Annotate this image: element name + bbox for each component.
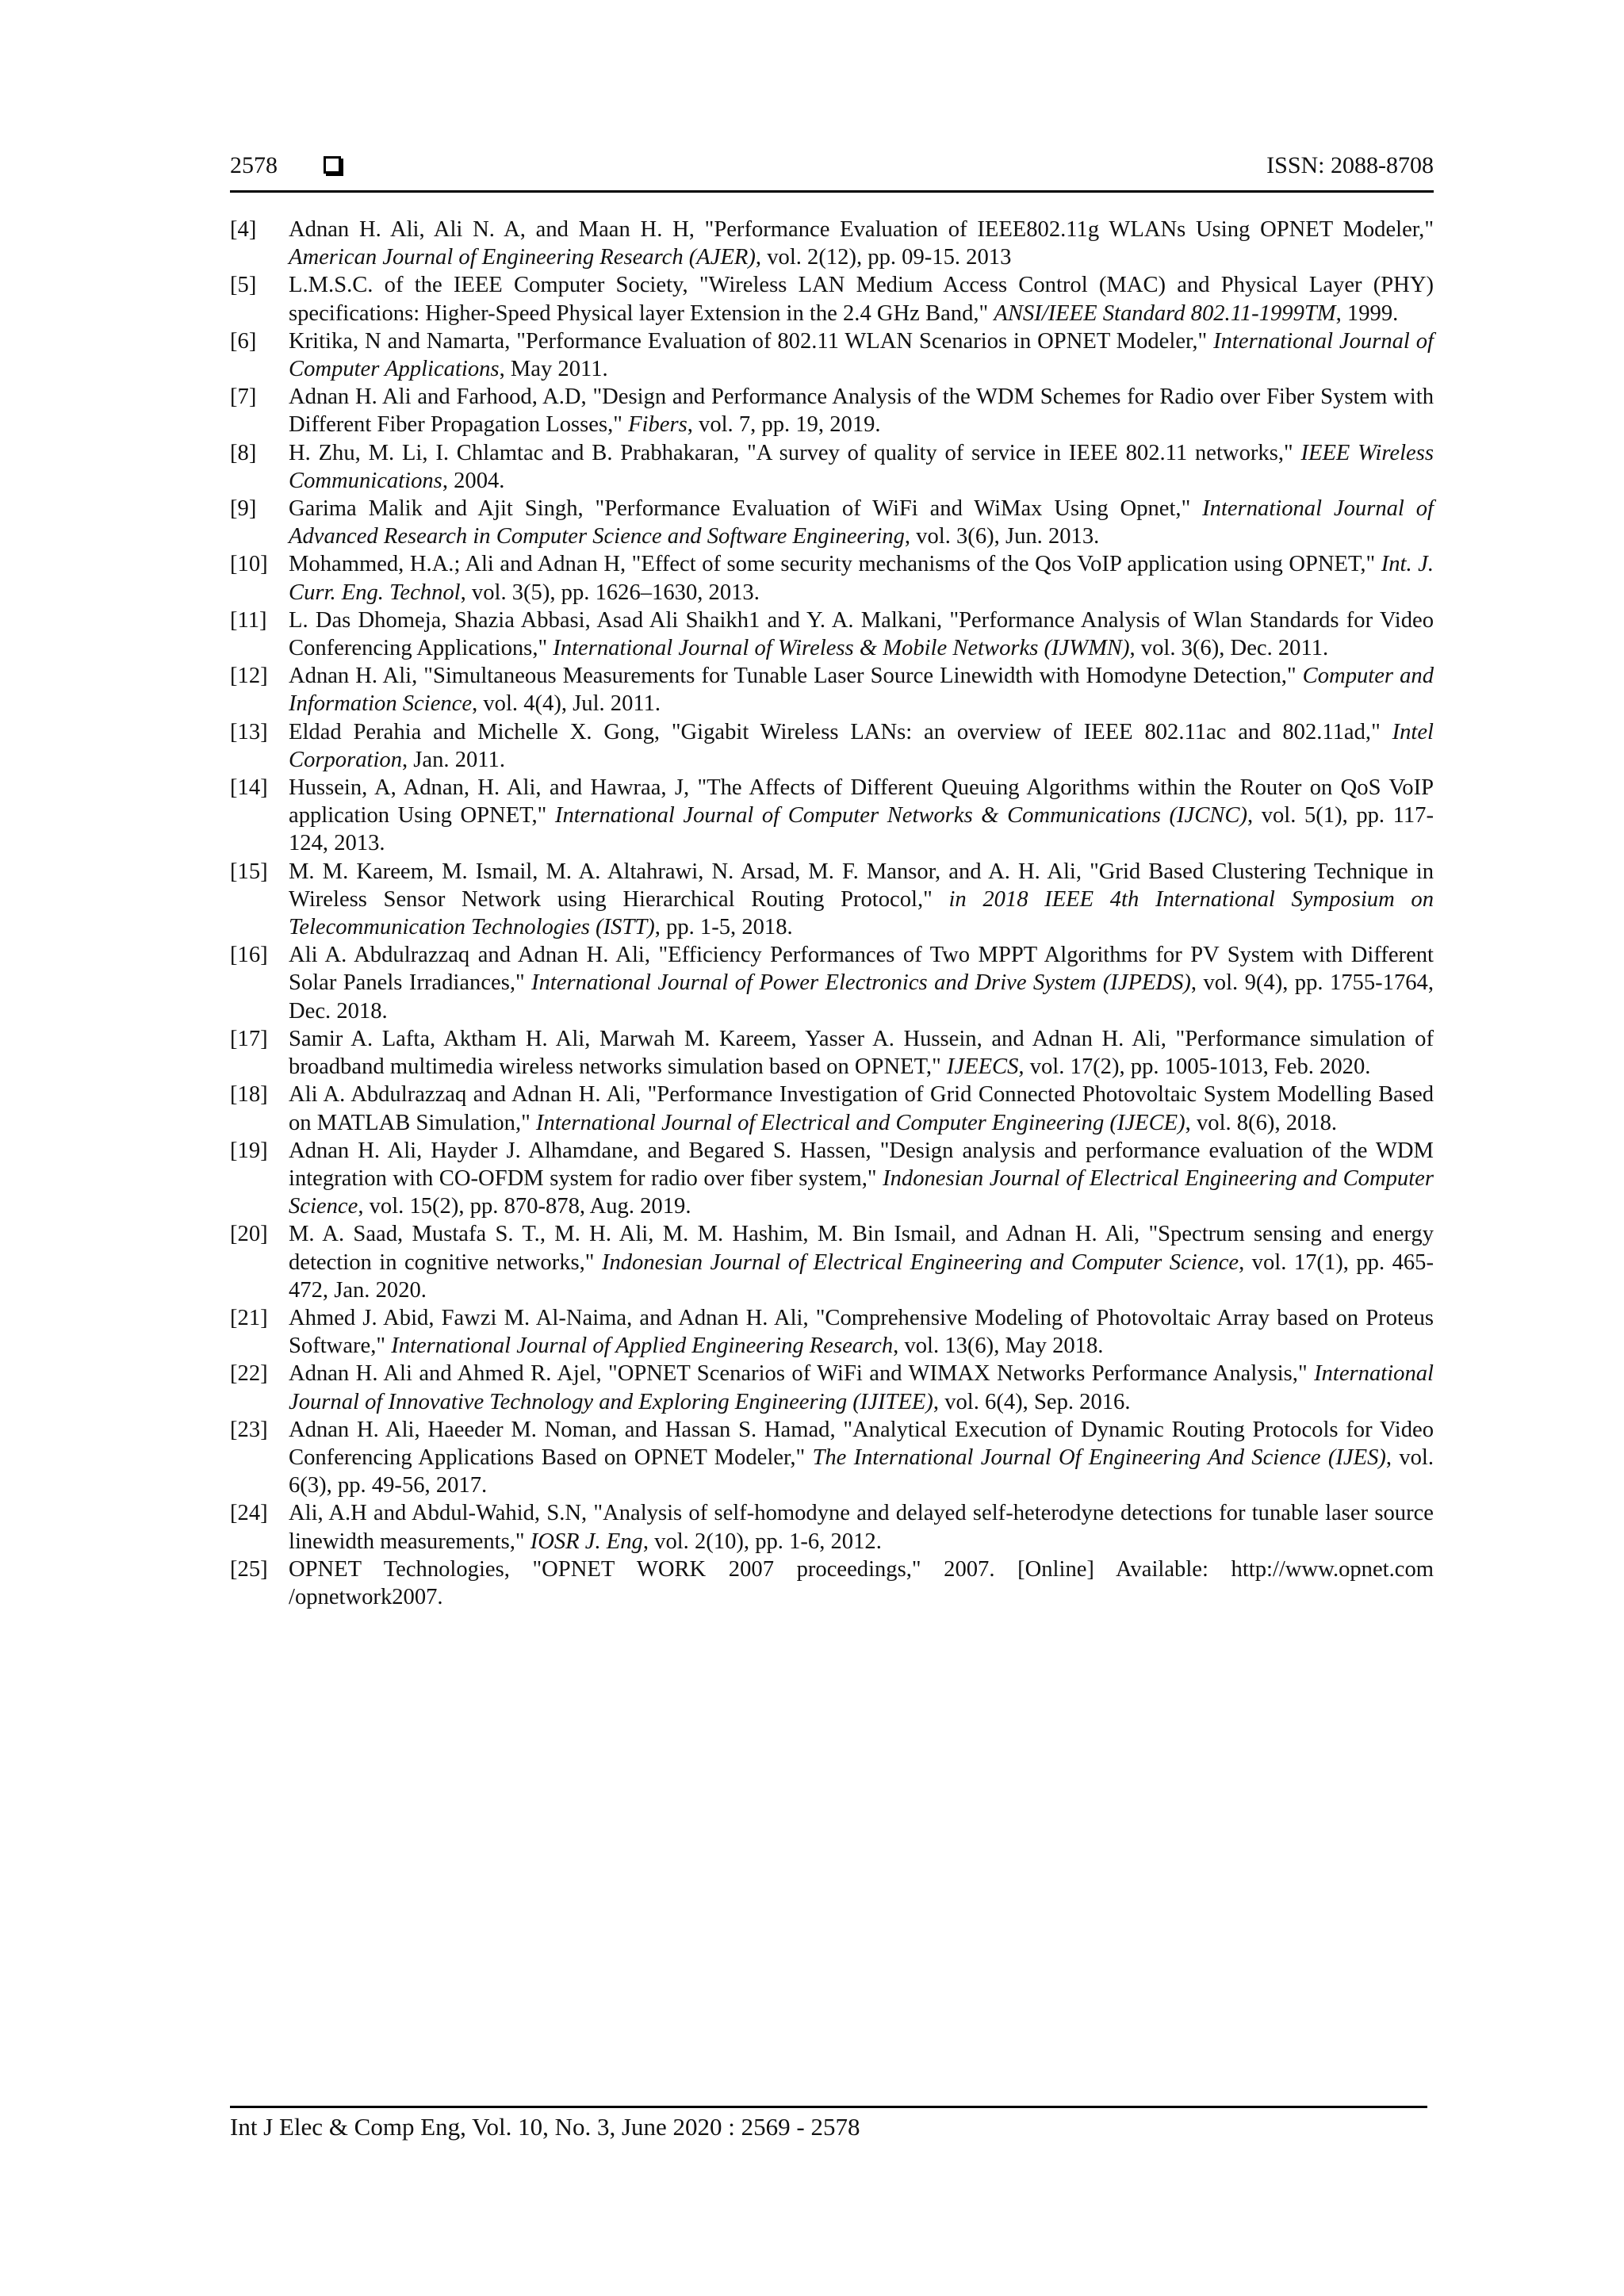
reference-text: Adnan H. Ali and Ahmed R. Ajel, "OPNET Scenarios of WiFi and WIMAX Networks Performance Analysis," [289,1361,1315,1387]
reference-text: , vol. 6(3), pp. 49-56, 2017. [289,1445,1434,1498]
reference-number: [17] [230,1026,268,1051]
reference-text: Adnan H. Ali, "Simultaneous Measurements for Tunable Laser Source Linewidth with Homodyne Detection," [289,664,1303,689]
reference-number: [21] [230,1305,268,1330]
reference-item [230,1025,1434,1081]
reference-number: [7] [230,385,257,410]
reference-source: International Journal of Advanced Research in Computer Science and Software Engineering [289,496,1434,549]
reference-text: , Jan. 2011. [402,747,505,772]
reference-text: , vol. 9(4), pp. 1755-1764, Dec. 2018. [289,970,1434,1024]
reference-text: Adnan H. Ali and Farhood, A.D, "Design and Performance Analysis of the WDM Schemes for Radio over Fiber System with Different Fiber Propagation Losses," [289,385,1434,438]
reference-number: [8] [230,440,257,465]
reference-text: vol. 17(2), pp. 1005-1013, Feb. 2020. [1024,1054,1371,1080]
reference-number: [9] [230,496,257,522]
reference-source: Computer and Information Science [289,664,1434,717]
reference-source: International Journal of Power Electronics and Drive System (IJPEDS) [531,970,1191,996]
reference-item [230,495,1434,550]
reference-item [230,1556,1434,1611]
reference-source: in 2018 IEEE 4th International Symposium on Telecommunication Technologies (ISTT) [289,886,1434,940]
reference-text: , vol. 13(6), May 2018. [893,1334,1104,1359]
reference-source: Int. J. Curr. Eng. Technol [289,552,1434,605]
reference-source: International Journal of Applied Engineering Research [391,1334,894,1359]
reference-text: , vol. 6(4), Sep. 2016. [933,1389,1131,1414]
reference-number: [16] [230,943,268,968]
reference-text: Adnan H. Ali, Ali N. A, and Maan H. H, "Performance Evaluation of IEEE802.11g WLANs Using OPNET Modeler," [289,217,1434,242]
reference-number: [4] [230,217,257,242]
reference-number: [13] [230,719,268,744]
reference-text: Garima Malik and Ajit Singh, "Performance Evaluation of WiFi and WiMax Using Opnet," [289,496,1203,522]
reference-text: Adnan H. Ali, Hayder J. Alhamdane, and Begared S. Hassen, "Design analysis and performance evaluation of the WDM integration with CO-OFDM system for radio over fiber system," [289,1138,1434,1191]
page-footer [230,2106,1427,2141]
page-header [230,152,1434,193]
reference-text: OPNET Technologies, "OPNET WORK 2007 proceedings," 2007. [Online] Available: http://www.opnet.com /opnetwork2007. [289,1556,1434,1609]
reference-source: American Journal of Engineering Research (AJER) [289,245,756,270]
reference-text: Samir A. Lafta, Aktham H. Ali, Marwah M. Kareem, Yasser A. Hussein, and Adnan H. Ali, "Performance simulation of broadband multimedia wireless networks simulation based on OPNET," [289,1026,1434,1080]
reference-text: Mohammed, H.A.; Ali and Adnan H, "Effect of some security mechanisms of the Qos VoIP application using OPNET," [289,552,1381,577]
reference-text: , vol. 3(5), pp. 1626–1630, 2013. [460,580,760,605]
reference-source: Indonesian Journal of Electrical Engineering and Computer Science [601,1249,1239,1275]
reference-number: [15] [230,859,268,884]
reference-text: , vol. 17(1), pp. 465-472, Jan. 2020. [289,1249,1434,1303]
reference-number: [12] [230,664,268,689]
reference-number: [5] [230,273,257,298]
reference-text: , vol. 4(4), Jul. 2011. [472,691,661,717]
reference-number: [10] [230,552,268,577]
reference-text: Ali A. Abdulrazzaq and Adnan H. Ali, "Efficiency Performances of Two MPPT Algorithms for PV System with Different Solar Panels Irradiances," [289,943,1434,996]
reference-source: Intel Corporation [289,719,1434,772]
reference-item [230,774,1434,858]
reference-text: Adnan H. Ali, Haeeder M. Noman, and Hassan S. Hamad, "Analytical Execution of Dynamic Routing Protocols for Video Conferencing Applications Based on OPNET Modeler," [289,1417,1434,1470]
reference-text: , 1999. [1335,300,1399,326]
reference-text: M. A. Saad, Mustafa S. T., M. H. Ali, M. M. Hashim, M. Bin Ismail, and Adnan H. Ali, "Spectrum sensing and energy detection in cognitive networks," [289,1222,1434,1275]
reference-item [230,383,1434,438]
reference-source: International Journal of Computer Applications [289,328,1434,382]
reference-source: International Journal of Innovative Technology and Exploring Engineering (IJITEE) [289,1361,1434,1414]
reference-item [230,1499,1434,1555]
reference-number: [19] [230,1138,268,1163]
reference-text: M. M. Kareem, M. Ismail, M. A. Altahrawi, N. Arsad, M. F. Mansor, and A. H. Ali, "Grid Based Clustering Technique in Wireless Sensor Network using Hierarchical Routing Protocol," [289,859,1434,912]
reference-text: H. Zhu, M. Li, I. Chlamtac and B. Prabhakaran, "A survey of quality of service in IEEE 802.11 networks," [289,440,1301,465]
reference-text: , vol. 15(2), pp. 870-878, Aug. 2019. [358,1194,691,1219]
reference-number: [14] [230,775,268,801]
reference-list [230,216,1434,1611]
page-number: 2578 [230,152,278,178]
reference-text: Eldad Perahia and Michelle X. Gong, "Gigabit Wireless LANs: an overview of IEEE 802.11ac and 802.11ad," [289,719,1392,744]
reference-number: [6] [230,328,257,354]
reference-source: Indonesian Journal of Electrical Engineering and Computer Science [289,1165,1434,1219]
reference-text: Hussein, A, Adnan, H. Ali, and Hawraa, J, "The Affects of Different Queuing Algorithms within the Router on QoS VoIP application Using OPNET," [289,775,1434,828]
reference-number: [18] [230,1082,268,1108]
reference-source: IOSR J. Eng [530,1529,643,1554]
reference-text: , vol. 2(10), pp. 1-6, 2012. [642,1529,882,1554]
reference-text: , vol. 7, pp. 19, 2019. [687,412,881,438]
reference-text: L. Das Dhomeja, Shazia Abbasi, Asad Ali Shaikh1 and Y. A. Malkani, "Performance Analysis of Wlan Standards for Video Conferencing Applications," [289,607,1434,661]
square-bullet-icon [324,156,341,174]
reference-number: [20] [230,1222,268,1247]
reference-item [230,271,1434,327]
reference-item [230,1360,1434,1415]
reference-item [230,607,1434,662]
reference-number: [24] [230,1501,268,1526]
reference-text: , vol. 3(6), Jun. 2013. [904,524,1100,549]
reference-item [230,1416,1434,1500]
reference-source: International Journal of Wireless & Mobile Networks (IJWMN) [553,636,1130,661]
reference-text: L.M.S.C. of the IEEE Computer Society, "Wireless LAN Medium Access Control (MAC) and Physical Layer (PHY) specifications: Higher-Speed Physical layer Extension in the 2.4 GHz Band," [289,273,1434,326]
reference-number: [11] [230,607,267,633]
reference-source: The International Journal Of Engineering And Science (IJES) [812,1445,1386,1470]
reference-source: IJEECS, [946,1054,1025,1080]
reference-text: , pp. 1-5, 2018. [654,915,793,940]
reference-item [230,1137,1434,1221]
reference-text: Ahmed J. Abid, Fawzi M. Al-Naima, and Adnan H. Ali, "Comprehensive Modeling of Photovoltaic Array based on Proteus Software," [289,1305,1434,1359]
reference-number: [25] [230,1556,268,1582]
reference-item [230,718,1434,774]
reference-text: , vol. 3(6), Dec. 2011. [1129,636,1329,661]
reference-text: Ali, A.H and Abdul-Wahid, S.N, "Analysis of self-homodyne and delayed self-heterodyne detections for tunable laser source linewidth measurements," [289,1501,1434,1554]
journal-citation: Int J Elec & Comp Eng, Vol. 10, No. 3, June 2020 : 2569 - 2578 [230,2113,860,2141]
reference-item [230,550,1434,606]
reference-text: Ali A. Abdulrazzaq and Adnan H. Ali, "Performance Investigation of Grid Connected Photovoltaic System Modelling Based on MATLAB Simulation," [289,1082,1434,1135]
reference-text: Kritika, N and Namarta, "Performance Evaluation of 802.11 WLAN Scenarios in OPNET Modeler," [289,328,1214,354]
reference-source: ANSI/IEEE Standard 802.11-1999TM [994,300,1336,326]
reference-number: [23] [230,1417,268,1442]
reference-text: , vol. 2(12), pp. 09-15. 2013 [755,245,1012,270]
reference-item [230,858,1434,942]
reference-item [230,1304,1434,1360]
reference-text: , vol. 5(1), pp. 117-124, 2013. [289,803,1434,856]
reference-text: , 2004. [442,468,505,493]
reference-item [230,439,1434,495]
reference-item [230,941,1434,1025]
reference-source: IEEE Wireless Communications [289,440,1434,493]
reference-source: International Journal of Electrical and Computer Engineering (IJECE) [535,1110,1185,1135]
reference-item [230,327,1434,383]
reference-source: Fibers [628,412,688,438]
reference-text: , vol. 8(6), 2018. [1185,1110,1338,1135]
reference-number: [22] [230,1361,268,1387]
reference-item [230,1081,1434,1136]
reference-item [230,1220,1434,1304]
reference-item [230,662,1434,718]
reference-item [230,216,1434,271]
reference-text: , May 2011. [499,357,608,382]
reference-source: International Journal of Computer Networks & Communications (IJCNC) [554,803,1247,828]
issn: ISSN: 2088-8708 [1266,152,1434,178]
